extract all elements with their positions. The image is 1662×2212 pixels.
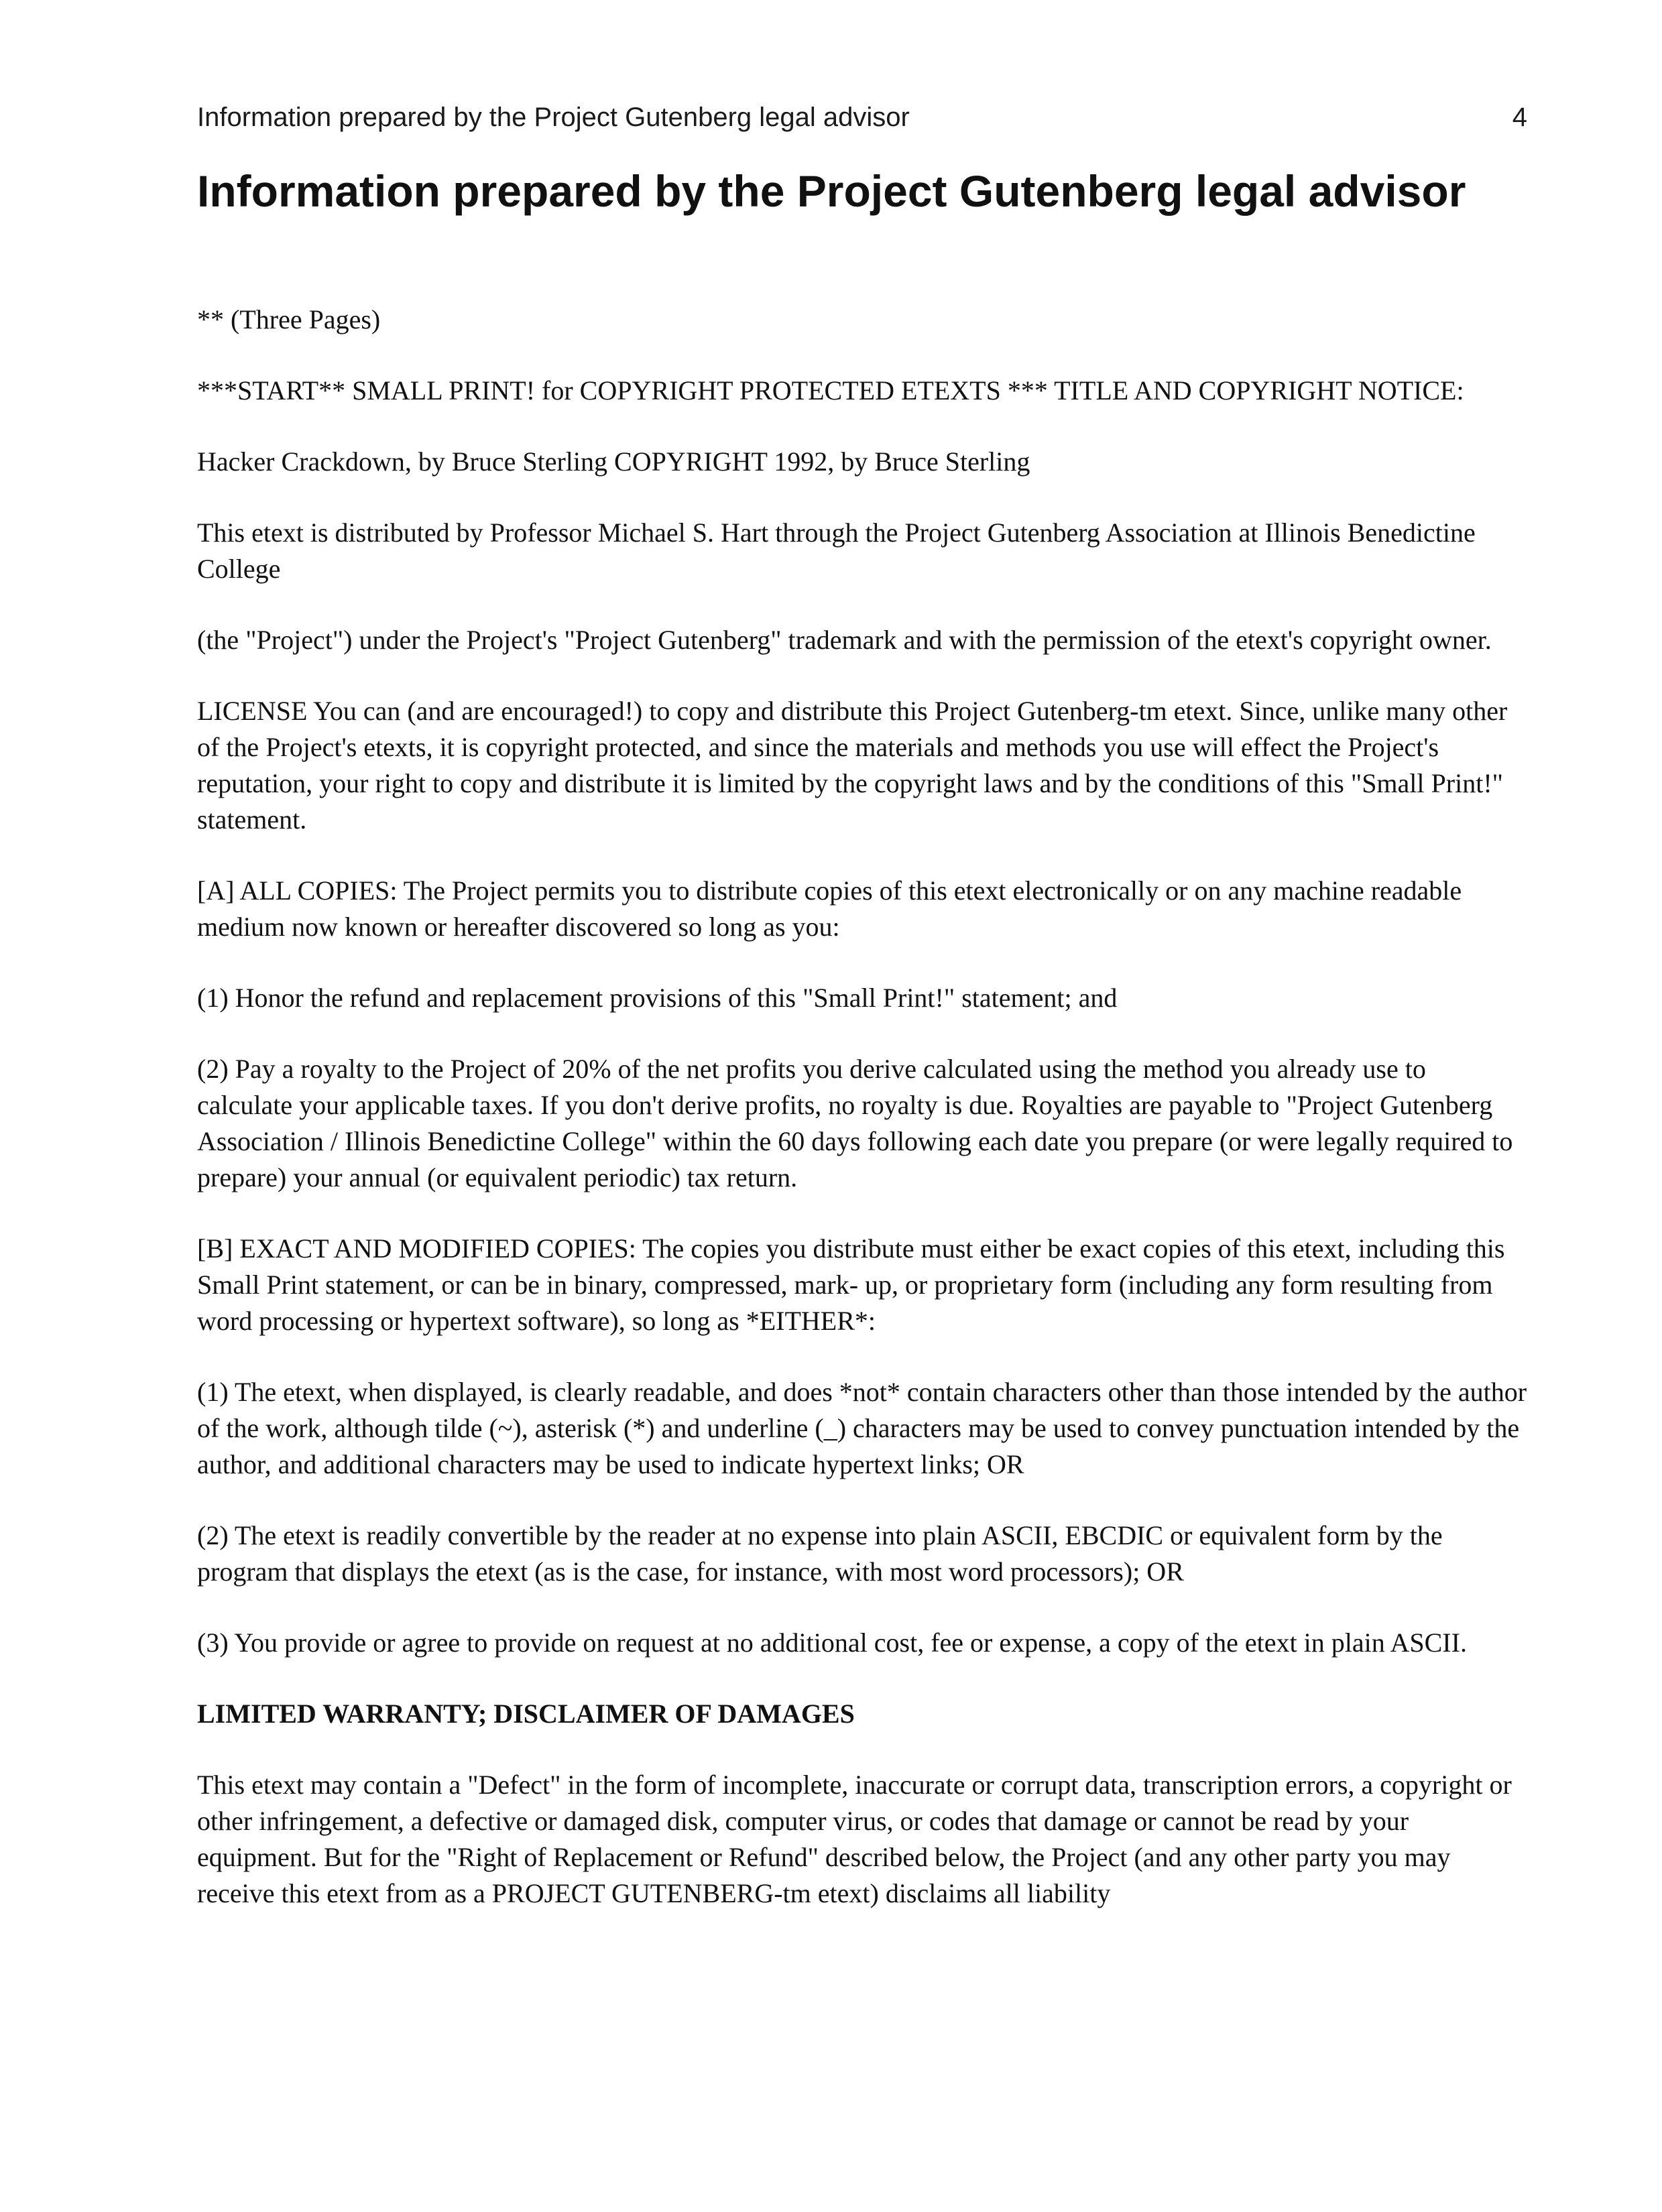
- document-body: [197, 302, 1527, 1947]
- section-heading-limited-warranty: LIMITED WARRANTY; DISCLAIMER OF DAMAGES: [197, 1699, 855, 1729]
- paragraph-plain-ascii: (3) You provide or agree to provide on request at no additional cost, fee or expense, a copy of the etext in plain ASCII.: [197, 1627, 1467, 1658]
- paragraph-defect: This etext may contain a "Defect" in the form of incomplete, inaccurate or corrupt data, transcription errors, a copyright or other infringement, a defective or damaged disk, computer virus, or codes that damage or cannot be read by your equipment. But for the "Right of Replacement or Refund" described below, the Project (and any other party you may receive this etext from as a PROJECT GUTENBERG-tm etext) disclaims all liability: [197, 1770, 1512, 1908]
- page-title: Information prepared by the Project Gutenberg legal advisor: [197, 166, 1466, 216]
- paragraph-pay-royalty: (2) Pay a royalty to the Project of 20% of the net profits you derive calculated using the method you already use to calculate your applicable taxes. If you don't derive profits, no royalty is due. Royalties are payable to "Project Gutenberg Association / Illinois Benedictine College" within the 60 days following each date you prepare (or were legally required to prepare) your annual (or equivalent periodic) tax return.: [197, 1054, 1513, 1192]
- paragraph-copyright-line: Hacker Crackdown, by Bruce Sterling COPYRIGHT 1992, by Bruce Sterling: [197, 446, 1030, 477]
- paragraph-license: LICENSE You can (and are encouraged!) to copy and distribute this Project Gutenberg-tm etext. Since, unlike many other of the Project's etexts, it is copyright protected, and since the materials and methods you use will effect the Project's reputation, your right to copy and distribute it is limited by the copyright laws and by the conditions of this "Small Print!" statement.: [197, 696, 1508, 835]
- paragraph-all-copies: [A] ALL COPIES: The Project permits you to distribute copies of this etext electronically or on any machine readable medium now known or hereafter discovered so long as you:: [197, 875, 1462, 942]
- paragraph-clearly-readable: (1) The etext, when displayed, is clearly readable, and does *not* contain characters other than those intended by the author of the work, although tilde (~), asterisk (*) and underline (_) characters may be used to convey punctuation intended by the author, and additional characters may be used to indicate hypertext links; OR: [197, 1377, 1527, 1479]
- paragraph-honor-refund: (1) Honor the refund and replacement provisions of this "Small Print!" statement; and: [197, 983, 1118, 1013]
- paragraph-three-pages: ** (Three Pages): [197, 304, 381, 334]
- paragraph-exact-modified-copies: [B] EXACT AND MODIFIED COPIES: The copies you distribute must either be exact copies of this etext, including this Small Print statement, or can be in binary, compressed, mark- up, or proprietary form (including any form resulting from word processing or hypertext software), so long as *EITHER*:: [197, 1233, 1505, 1336]
- paragraph-distribution: This etext is distributed by Professor Michael S. Hart through the Project Gutenberg Association at Illinois Benedictine College: [197, 517, 1476, 584]
- page-number: 4: [1512, 103, 1527, 132]
- paragraph-project-trademark: (the "Project") under the Project's "Project Gutenberg" trademark and with the permission of the etext's copyright owner.: [197, 625, 1492, 655]
- running-header-title: Information prepared by the Project Gutenberg legal advisor: [197, 103, 910, 132]
- running-header: [197, 101, 1527, 134]
- paragraph-small-print-notice: ***START** SMALL PRINT! for COPYRIGHT PROTECTED ETEXTS *** TITLE AND COPYRIGHT NOTICE:: [197, 375, 1464, 406]
- document-page: [197, 0, 1527, 2212]
- paragraph-readily-convertible: (2) The etext is readily convertible by the reader at no expense into plain ASCII, EBCDIC or equivalent form by the program that displays the etext (as is the case, for instance, with most word processors); OR: [197, 1520, 1443, 1587]
